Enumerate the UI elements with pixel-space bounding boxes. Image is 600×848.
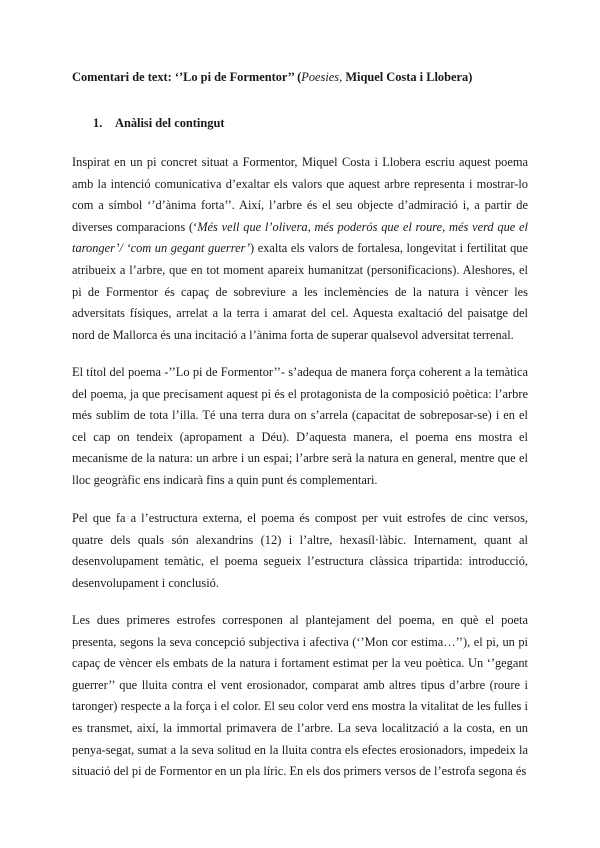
paragraph-1-text-b: ) exalta els valors de fortalesa, longevitat i fertilitat que atribueix a l’arbre, que en tot moment apareix humanitzat (personificacions). Aleshores, el pi de Formentor és capaç de sobreviure a les inclemències de la natura i vèncer les adversitats físiques, arrelat a la terra i amarat del cel. Aquesta exaltació del paisatge del nord de Mallorca és una incitació a l’ànima forta de superar qualsevol adversitat terrenal. bbox=[72, 241, 528, 342]
paragraph-1 bbox=[72, 152, 528, 346]
paragraph-4-text: Les dues primeres estrofes corresponen al plantejament del poema, en què el poeta presenta, segons la seva concepció subjectiva i afectiva (‘’Mon cor estima…’’), el pi, un pi capaç de vèncer els embats de la natura i fortament estimat per la veu poètica. Un ‘’gegant guerrer’’ que lluita contra el vent erosionador, comparat amb altres tipus d’arbre (roure i taronger) respecte a la força i el color. El seu color verd ens mostra la vitalitat de les fulles i es transmet, així, la immortal primavera de l’arbre. La seva localització a la costa, en un penya-segat, sumat a la seva solitud en la lluita contra els efectes erosionadors, impedeix la situació del pi de Formentor en un pla líric. En els dos primers versos de l’estrofa segona és bbox=[72, 613, 528, 779]
paragraph-1-text-a: Inspirat en un pi concret situat a Formentor, Miquel Costa i Llobera escriu aquest poema amb la intenció comunicativa d’exaltar els valors que aquest arbre representa i mostrar-lo com a símbol ‘’d’ànima forta’’. Així, l’arbre és el seu objecte d’admiració i, a partir de diverses comparacions (‘ bbox=[72, 155, 528, 234]
document-title bbox=[72, 70, 542, 85]
title-italic-text: Poesies, bbox=[301, 70, 343, 84]
section-number: 1. bbox=[93, 116, 103, 130]
paragraph-1-quote: Més vell que l’olivera, més poderós que el roure, més verd que el taronger’/ ‘com un gegant guerrer’ bbox=[72, 219, 529, 256]
paragraph-4 bbox=[72, 610, 528, 783]
paragraph-2 bbox=[72, 362, 528, 492]
section-heading bbox=[93, 116, 224, 131]
section-title: Anàlisi del contingut bbox=[115, 116, 225, 130]
paragraph-3 bbox=[72, 508, 528, 594]
title-bold-text: Comentari de text: ‘’Lo pi de Formentor’’ ( bbox=[72, 70, 302, 84]
title-end-text: Miquel Costa i Llobera) bbox=[342, 70, 473, 84]
paragraph-3-text: Pel que fa a l’estructura externa, el poema és compost per vuit estrofes de cinc versos, quatre dels quals són alexandrins (12) i l’altre, hexasíl·làbic. Internament, quant al desenvolupament temàtic, el poema segueix l’estructura clàssica tripartida: introducció, desenvolupament i conclusió. bbox=[72, 511, 528, 590]
paragraph-2-text: El títol del poema -’’Lo pi de Formentor’’- s’adequa de manera força coherent a la temàtica del poema, ja que precisament aquest pi és el protagonista de la composició poètica: l’arbre més sublim de tota l’illa. Té una terra dura on s’arrela (capacitat de sobreposar-se) i en el cel cap on tendeix (apropament a Déu). D’aquesta manera, el poema ens mostra el mecanisme de la natura: un arbre i un espai; l’arbre serà la natura en general, mentre que el lloc geogràfic ens indicarà fins a quin punt és complementari. bbox=[72, 365, 528, 487]
